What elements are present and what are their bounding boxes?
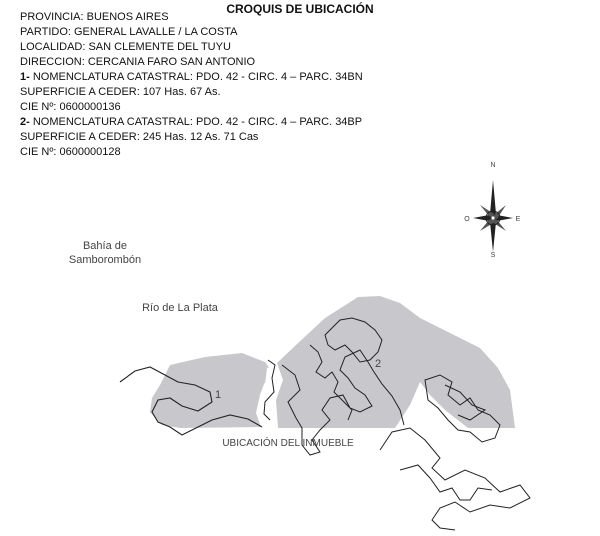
parcel1-superficie: SUPERFICIE A CEDER: 107 Has. 67 As. — [20, 86, 221, 98]
compass-west: O — [464, 216, 470, 223]
compass-north: N — [490, 162, 496, 169]
parcel1-cie: CIE Nº: 0600000136 — [20, 101, 121, 113]
parcel-1-label: 1 — [214, 389, 222, 401]
southern-coast-2 — [400, 465, 492, 500]
parcel2-nomenclatura-text: NOMENCLATURA CATASTRAL: PDO. 42 - CIRC. 4 – PARC. 34BP — [29, 116, 363, 128]
parcel-1-area — [150, 353, 272, 428]
direccion-line: DIRECCION: CERCANIA FARO SAN ANTONIO — [20, 56, 256, 68]
river-label: Río de La Plata — [142, 302, 218, 314]
compass-east: E — [515, 216, 521, 223]
bay-label-2: Samborombón — [68, 254, 142, 266]
parcel2-superficie: SUPERFICIE A CEDER: 245 Has. 12 As. 71 Cas — [20, 131, 259, 143]
parcel2-number: 2- — [20, 116, 30, 128]
provincia-line: PROVINCIA: BUENOS AIRES — [20, 11, 169, 23]
location-label: UBICACIÓN DEL INMUEBLE — [222, 438, 354, 449]
parcel1-nomenclatura-text: NOMENCLATURA CATASTRAL: PDO. 42 - CIRC. 4 – PARC. 34BN — [29, 71, 363, 83]
parcel-2-label: 2 — [374, 358, 382, 370]
map-title: CROQUIS DE UBICACIÓN — [226, 2, 374, 16]
localidad-line: LOCALIDAD: SAN CLEMENTE DEL TUYU — [20, 41, 231, 53]
bay-label-1: Bahía de — [82, 240, 128, 252]
parcel1-number: 1- — [20, 71, 30, 83]
compass-rose-icon — [464, 162, 520, 259]
parcel2-cie: CIE Nº: 0600000128 — [20, 146, 121, 158]
compass-south: S — [490, 252, 496, 259]
partido-line: PARTIDO: GENERAL LAVALLE / LA COSTA — [20, 26, 238, 38]
southern-coast — [380, 428, 530, 530]
